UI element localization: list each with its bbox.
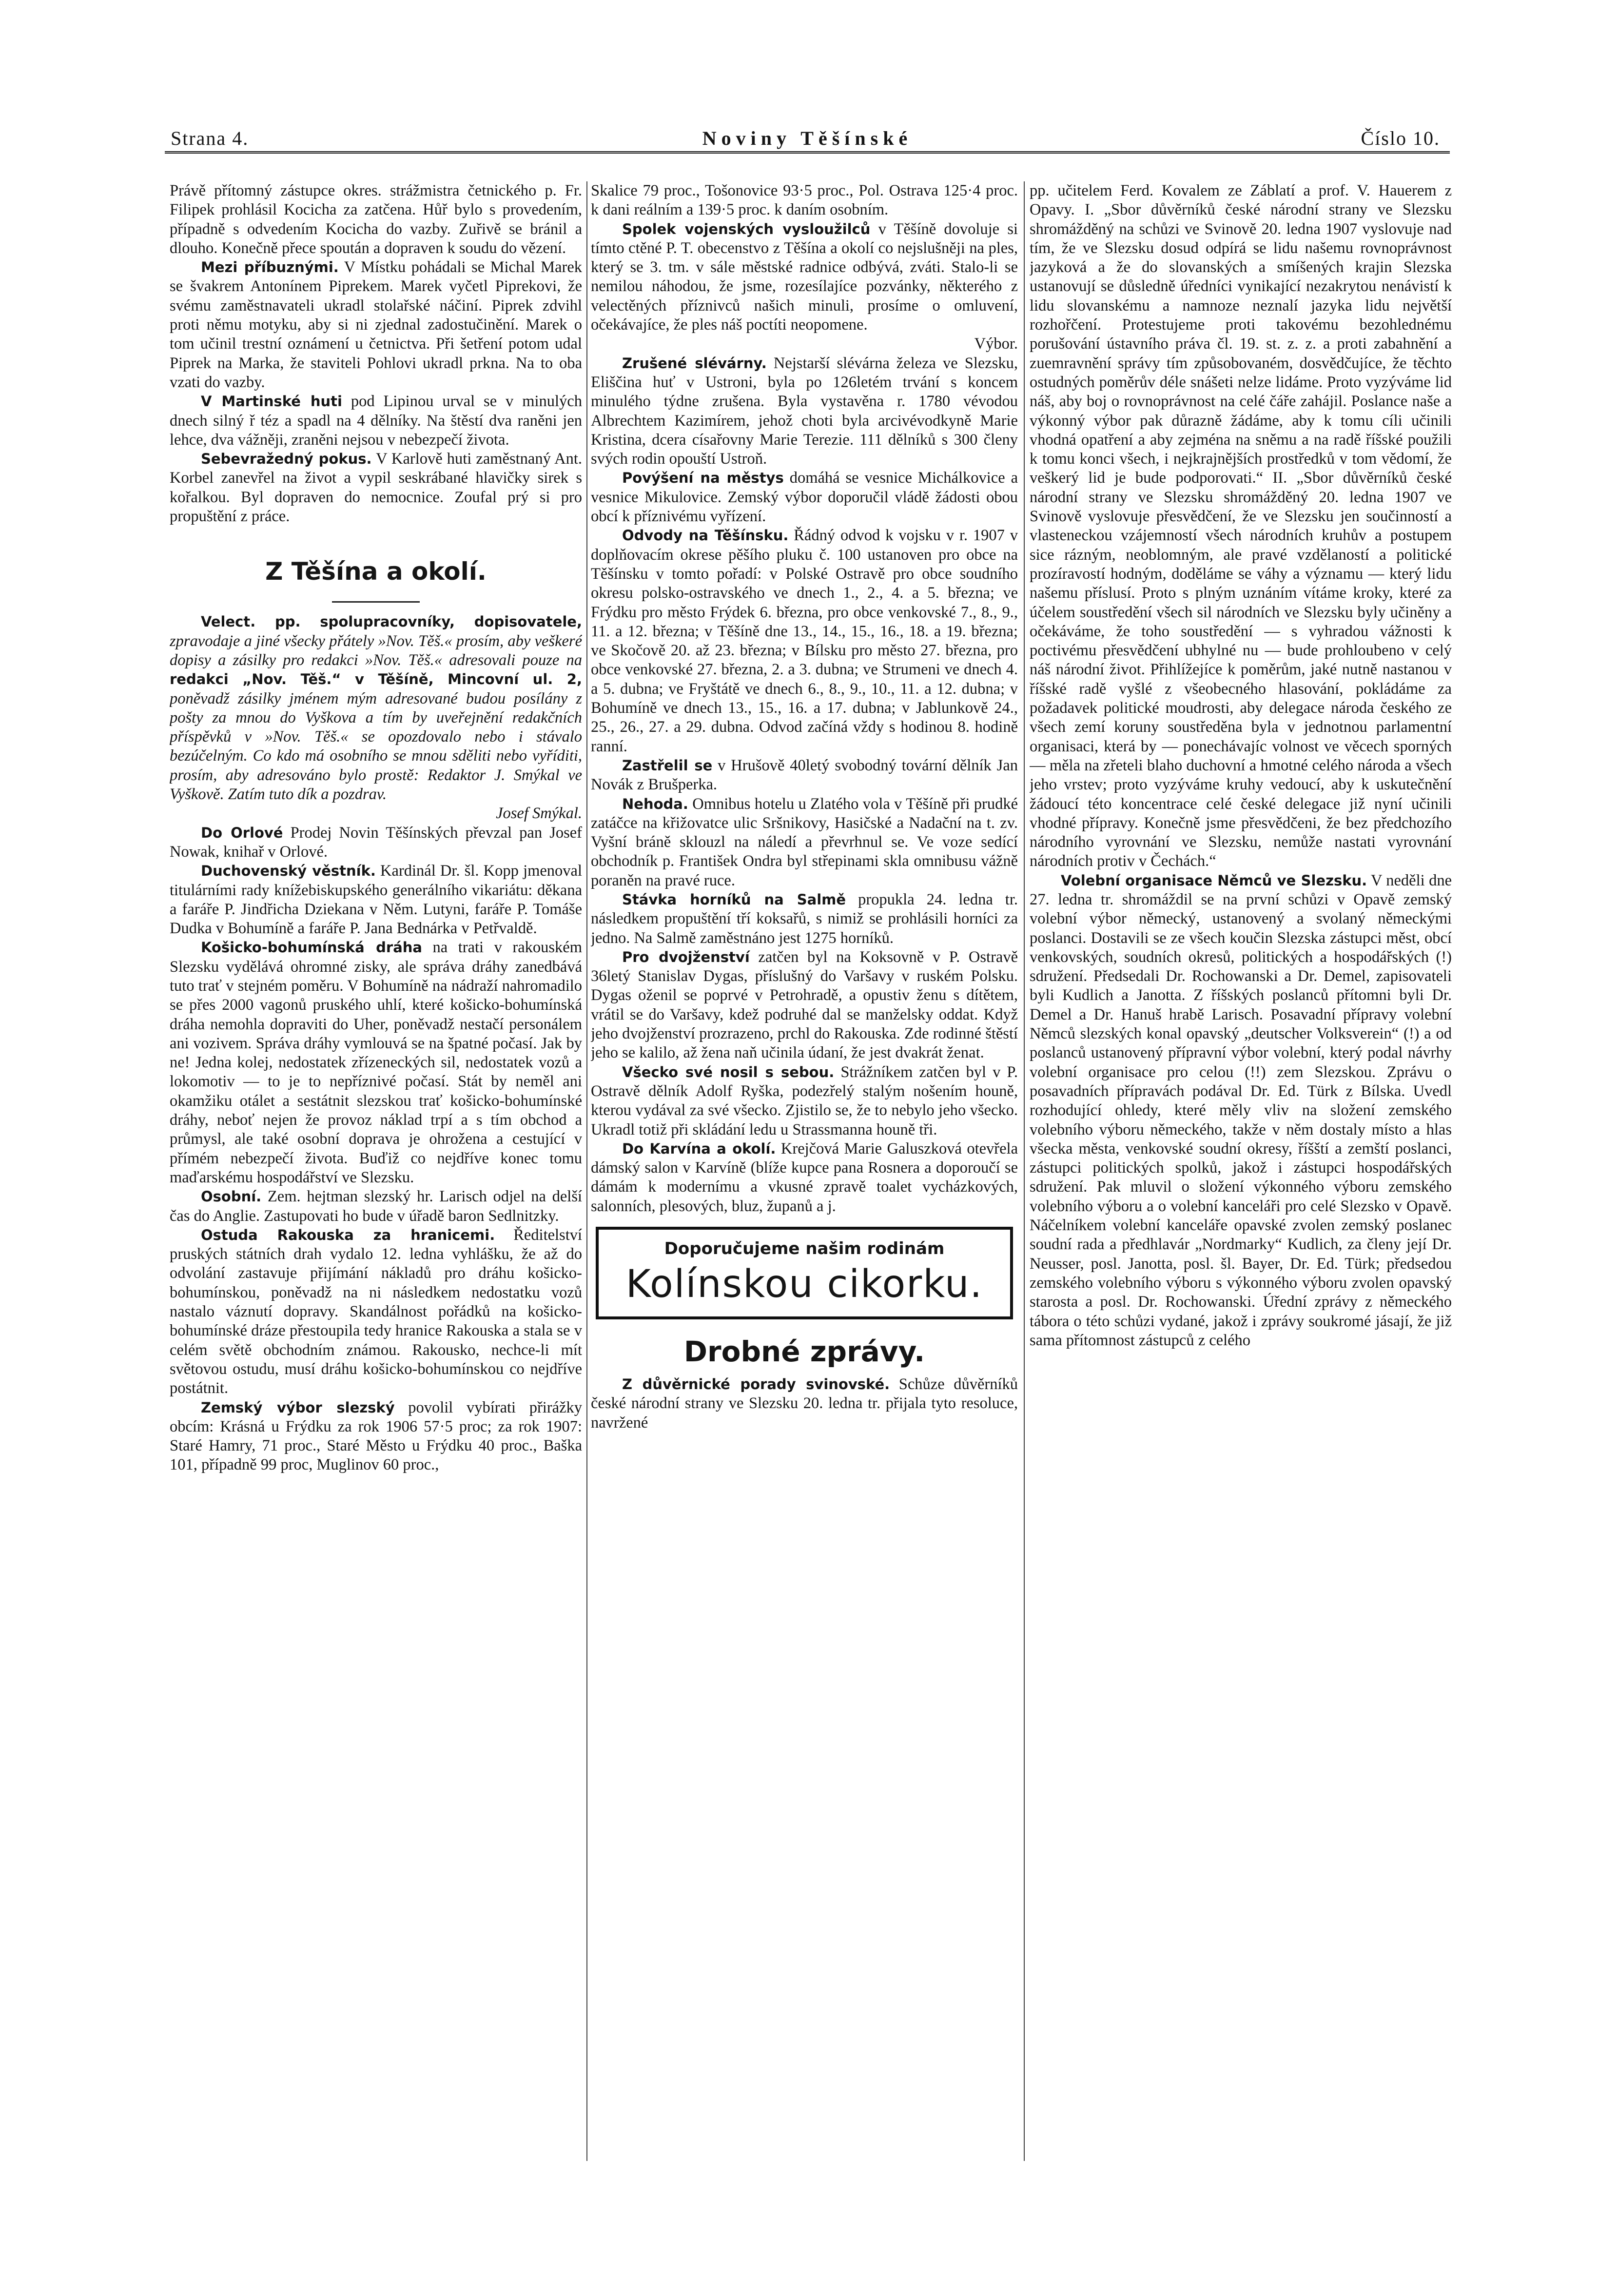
article-heading: Stávka horníků na Salmě bbox=[622, 891, 846, 908]
article-text: propukla 24. ledna tr. následkem propuštění tří koksařů, s nimiž se prohlásili horníci za jedno. Na Salmě zaměstnáno jest 1275 horníků. bbox=[591, 890, 1018, 947]
article-paragraph: Právě přítomný zástupce okres. strážmistra četnického p. Fr. Filipek prohlásil Kocicha za zatčena. Hůř bylo s provedením, případně s odvedením Kocicha do vazby. Zuřivě se bránil a dlouho. Konečně přece spoután a dopraven k soudu do vězení. bbox=[170, 182, 582, 257]
article bbox=[591, 1375, 1018, 1433]
article bbox=[170, 450, 582, 526]
advertisement-box bbox=[596, 1227, 1013, 1319]
article bbox=[170, 1398, 582, 1475]
article bbox=[591, 1139, 1018, 1216]
article bbox=[591, 890, 1018, 948]
article bbox=[1030, 871, 1452, 1350]
article-heading: Povýšení na městys bbox=[622, 470, 784, 487]
article bbox=[591, 220, 1018, 335]
article bbox=[591, 526, 1018, 756]
article-text: Strážníkem zatčen byl v P. Ostravě dělník Adolf Ryška, podezřelý stalým nošením houně, kterou vydával za své všecko. Zjistilo se, že to nebylo jeho všecko. Ukradl totiž při skládání ledu u Strassmanna houně tři. bbox=[591, 1063, 1018, 1138]
article bbox=[170, 1226, 582, 1398]
column-divider bbox=[1024, 181, 1025, 2161]
article-text: v Těšíně dovoluje si tímto ctěné P. T. obecenstvo z Těšína a okolí co nejslušněji na ples, který se 3. tm. v sále městské radnice odbývá, zváti. Stalo-li se nemilou náhodou, že jsme, rozesílajíce pozvánky, některého z velectěných příznivců našich minuli, prosíme o omluvení, očekávajíce, že ples náš poctíti neopomene. bbox=[591, 220, 1018, 334]
issue-number: Číslo 10. bbox=[1361, 127, 1440, 149]
page-header bbox=[165, 123, 1450, 150]
article bbox=[170, 612, 582, 804]
article-text: Prodej Novin Těšínských převzal pan Josef Nowak, knihař v Orlové. bbox=[170, 824, 582, 861]
article-text: poněvadž zásilky jménem mým adresované budou posílány z pošty za mnou do Vyškova a tím by uveřejnění redakčních příspěvků v »Nov. Těš.« se opozdovalo nebo i stávalo bezúčelným. Co kdo má osobního se mnou sděliti nebo vyříditi, prosím, aby adresováno bylo prostě: Redaktor J. Smýkal ve Vyškově. Zatím tuto dík a pozdrav. bbox=[170, 689, 582, 804]
article-text: povolil vybírati přirážky obcím: Krásná u Frýdku za rok 1906 57·5 proc; za rok 1907: Staré Hamry, 71 proc., Staré Město u Frýdku 40 proc., Baška 101, případně 99 proc, Muglinov 60 proc., bbox=[170, 1398, 582, 1474]
article-text: Kardinál Dr. šl. Kopp jmenoval titulárními rady knížebiskupského generálního vikariátu: děkana a faráře P. Jindřicha Dziekana v Něm. Lutyni, faráře P. Tomáše Dudka v Bohumíně a faráře P. Jana Bednárka v Petřvaldě. bbox=[170, 862, 582, 938]
signature: Josef Smýkal. bbox=[496, 805, 582, 823]
article-text: v Hrušově 40letý svobodný tovární dělník Jan Novák z Brušperka. bbox=[591, 756, 1018, 794]
article-text: Nejstarší slévárna železa ve Slezsku, Eliščina huť v Ustroni, byla po 126letém trvání s koncem minulého týdne zrušena. Byla vystavěna r. 1780 vévodou Albrechtem Kazimírem, jehož choti byla arcivévodkyně Marie Kristina, dcera císařovny Marie Terezie. 111 dělníků s 300 členy svých rodin opouští Ustroň. bbox=[591, 354, 1018, 468]
article-text: V Karlově huti zaměstnaný Ant. Korbel zanevřel na život a vypil seskrábané hlavičky sirek s kořalkou. Byl dopraven do nemocnice. Zoufal prý si pro propuštění z práce. bbox=[170, 450, 582, 526]
article-paragraph: Skalice 79 proc., Tošonovice 93·5 proc., Pol. Ostrava 125·4 proc. k dani reálním a 139·5 proc. k daním osobním. bbox=[591, 182, 1018, 219]
article-heading: Sebevražedný pokus. bbox=[201, 451, 372, 468]
column-1 bbox=[170, 181, 582, 2161]
article-heading: Do Orlové bbox=[201, 824, 283, 841]
column-2 bbox=[591, 181, 1018, 2161]
article-text: Řádný odvod k vojsku v r. 1907 v doplňovacím okrese pěšího pluku č. 100 ustanoven pro obce na Těšínsku v tomto pořadí: v Polské Ostravě pro obce soudního okresu polsko-ostravského ve dnech 1., 2., 4. a 5. března; ve Frýdku pro město Frýdek 6. března, pro obce venkovské 7., 8., 9., 11. a 12. března; v Těšíně dne 13., 14., 15., 16., 18. a 19. března; ve Skočově 20. až 23. března; v Bílsku pro město 27. března, pro obce venkovské 27. března, 2. a 3. dubna; ve Strumeni ve dnech 4. a 5. dubna; ve Fryštátě ve dnech 6., 8., 9., 10., 11. a 12. dubna; v Bohumíně ve dnech 13., 15., 16. a 17. dubna; v Jablunkově 24., 25., 26., 27. a 29. dubna. Odvod začíná vždy s hodinou 8. hodině ranní. bbox=[591, 527, 1018, 755]
article-text: zpravodaje a jiné všecky přátely »Nov. Těš.« prosím, aby veškeré dopisy a zásilky pro redakci »Nov. Těš.« adresovali pouze na bbox=[170, 632, 582, 669]
article-heading: Nehoda. bbox=[622, 795, 688, 812]
article-heading: Duchovenský věstník. bbox=[201, 863, 376, 880]
signature: Výbor. bbox=[974, 335, 1018, 353]
article bbox=[170, 1187, 582, 1226]
article-heading: Spolek vojenských vysloužilců bbox=[622, 220, 871, 237]
article-heading: V Martinské huti bbox=[201, 393, 342, 410]
article-text: pod Lipinou urval se v minulých dnech silný ř téz a spadl na 4 dělníky. Na štěstí dva raněni jen lehce, dva vážněji, zraněni nejsou v nebezpečí života. bbox=[170, 392, 582, 449]
article-heading: Ostuda Rakouska za hranicemi. bbox=[201, 1226, 495, 1243]
article-text: Krejčová Marie Galuszková otevřela dámský salon v Karvíně (blíže kupce pana Rosnera a doporoučí se dámám k modernímu a vkusné zpravě toalet vycházkových, salonních, plesových, bluz, županů a j. bbox=[591, 1139, 1018, 1215]
header-rule bbox=[165, 151, 1450, 154]
article bbox=[170, 392, 582, 450]
article bbox=[591, 795, 1018, 890]
article-text: domáhá se vesnice Michálkovice a vesnice Mikulovice. Zemský výbor doporučil vládě žádosti obou obcí k příznivému vyřízení. bbox=[591, 469, 1018, 526]
article bbox=[591, 469, 1018, 526]
article-heading: Zrušené slévárny. bbox=[622, 354, 767, 372]
article-heading: Z důvěrnické porady svinovské. bbox=[622, 1376, 890, 1393]
article-text: V Místku pohádali se Michal Marek se švakrem Antonínem Piprekem. Marek vyčetl Piprekovi, že svému zaměstnavateli ukradl stolařské náčiní. Piprek zdvihl proti němu motyku, aby si ni zjednal zadostučinění. Marek o tom učinil trestní oznámení u četnictva. Při šetření potom udal Piprek na Marka, že staviteli Pohlovi ukradl prkna. Na to oba vzati do vazby. bbox=[170, 258, 582, 391]
page-number: Strana 4. bbox=[171, 127, 249, 149]
article-heading: Osobní. bbox=[201, 1188, 262, 1205]
article-heading: Volební organisace Němců ve Slezsku. bbox=[1061, 872, 1367, 889]
article bbox=[591, 1063, 1018, 1139]
article bbox=[170, 258, 582, 392]
article-heading: Všecko své nosil s sebou. bbox=[622, 1063, 835, 1080]
article bbox=[170, 824, 582, 862]
article bbox=[170, 862, 582, 938]
section-rule bbox=[332, 601, 420, 603]
section-title: Z Těšína a okolí. bbox=[265, 557, 487, 586]
article-heading: Velect. pp. spolupracovníky, dopisovatele, bbox=[201, 613, 582, 630]
article-paragraph: pp. učitelem Ferd. Kovalem ze Záblatí a prof. V. Hauerem z Opavy. I. „Sbor důvěrníků české národní strany ve Slezsku shromážděný na schůzi ve Svinově 20. ledna 1907 vyslovuje nad tím, že ve Slezsku dosud odpírá se lidu našemu rovnoprávnost jazyková a že do slovanských a smíšených krajin Slezska ustanovují se důsledně úředníci vynikající nezakrytou nenávistí k lidu slovanskému a namnoze neznalí jazyka lidu největší rozhořčení. Protestujeme proti takovému bezohlednému porušování ústavního práva čl. 19. st. z. z. a proti zabahnění a zuemravnění správy tím způsobovaném, dosvědčujíce, že těchto ostudných poměrův déle snášeti nelze lidáme. Proto vyzýváme lid náš, aby boj o rovnoprávnost na celé čáře zahájil. Poslance naše a výkonný výbor pak důrazně žádáme, aby k tomu cíli učinili vhodná opatření a aby zejména na sněmu a na radě říšské použili k tomu konci všech, i nejkrajnějších prostředků v tom vědomí, že veškerý lid je bude podporovati.“ II. „Sbor důvěrníků české národní strany ve Slezsku shromážděný 20. ledna 1907 ve Svinově vyslovuje přesvědčení, že ve Slezsku jen součinností a vlasteneckou vzájemností všech národních kruhův a postupem sice rázným, neoblomným, ale pravé vzdělaností a politické prozíravostí hodným, doděláme se váhy a významu — který lidu našemu příslusí. Proto s plným uznáním vítáme kroky, které za účelem soustředění všech sil národních ve Slezsku byly učiněny a očekáváme, že toho soustředění — s vyhradou vážnosti k poctivému přesvědčení ubhylné nu — bude prohloubeno v celý náš národní život. Přihlížejíce k poměrům, jaké nutně nastanou v říšské radě vyšlé z všeobecného hlasování, pokládáme za požadavek politické moudrosti, aby delegace národa českého ze všech zemí koruny soustředěna byla v jednotnou parlamentní organisaci, která by — ponechávajíc volnost ve věcech sporných — měla na zřeteli blaho duchovní a hmotné celého národa a všech jeho vrstev; proto vyzýváme kruhy vedoucí, aby k uskutečnění žádoucí této koncentrace celé české delegace již nyní učinili vhodné přípravy. Konečně jsme přesvědčeni, že bez předchozího národního vyrovnání ve Slezsku, nemůže nastati vyrovnání národních protiv v Čechách.“ bbox=[1030, 182, 1452, 870]
ad-tagline: Doporučujeme našim rodinám bbox=[664, 1239, 945, 1259]
article-text: Schůze důvěrníků české národní strany ve Slezsku 20. ledna tr. přijala tyto resoluce, navržené bbox=[591, 1375, 1018, 1432]
article-heading: Košicko-bohumínská dráha bbox=[201, 939, 422, 956]
article-text: V neděli dne 27. ledna tr. shromáždil se na první schůzi v Opavě zemský volební výbor německý, ustanovený a svolaný německými poslanci. Dostavili se ze všech koučin Slezska zástupci měst, obcí venkovských, soudních okresů, politických a hospodářských (!) sdružení. Předsedali Dr. Rochowanski a Dr. Demel, zapisovateli byli Kudlich a Janotta. Z říšských poslanců přítomni byli Dr. Demel a Dr. Hanuš hrabě Larisch. Posavadní přípravy volební Němců slezských konal opavský „deutscher Volksverein“ (!) a od poslanců ustanovený přípravní výbor volební, který podal návrhy volební organisace pro celou (!!) zem Slezskou. Zprávu o posavadních přípravách podával Dr. Ed. Türk z Bílska. Uvedl rozhodující ohledy, které měly vliv na složení zemského volebního výboru německého, takže v něm dostaly místo a hlas všecka města, venkovské soudní okresy, říšští a zemští poslanci, zástupci politických spolků, jakož i zástupci hospodářských sdružení. Pak mluvil o složení výkonného výboru zemského volebního výboru a o volební kanceláři pro celé Slezsko v Opavě. Náčelníkem volební kanceláře opavské zvolen zemský poslanec soudní rada a předhlavár „Nordmarky“ Kudlich, za členy její Dr. Neusser, posl. Janotta, posl. šl. Bayer, Dr. Ed. Türk; předsedou zemského volebního výboru s výkonného výboru zvolen opavský starosta a posl. Dr. Rochowanski. Úřední zprávy z německého tábora o této schůzi vydané, jakož i zprávy soukromé jásají, že již sama přítomnost zástupců z celého bbox=[1030, 871, 1452, 1349]
newspaper-title: Noviny Těšínské bbox=[702, 127, 913, 149]
article-text: Ředitelství pruských státních drah vydalo 12. ledna vyhlášku, že až do odvolání zastavuje přijímání nákladů pro dráhu košicko-bohumínskou, poněvadž na ni následkem nedostatku vozů nastalo váznutí dopravy. Skandálnost pořádků na košicko-bohumínské dráze přestoupila tedy hranice Rakouska a stala se v celém světě obchodním známou. Rakousko, nechce-li mít světovou ostudu, musí dráhu košicko-bohumínskou co nejdříve postátnit. bbox=[170, 1226, 582, 1397]
article-text: zatčen byl na Koksovně v P. Ostravě 36letý Stanislav Dygas, příslušný do Varšavy v ruském Polsku. Dygas oženil se poprvé v Petrohradě, a opustiv ženu s dítětem, vrátil se do Varšavy, kdež podruhé dal se manželsky oddat. Když jeho dvojženství prozrazeno, prchl do Rakouska. Zde rodinné štěstí jeho se kalilo, až žena naň učinila údaní, že jest dvakrát ženat. bbox=[591, 948, 1018, 1062]
article bbox=[591, 948, 1018, 1063]
column-divider bbox=[586, 181, 587, 2161]
article bbox=[591, 354, 1018, 469]
redaction-address: redakci „Nov. Těš.“ v Těšíně, Mincovní ul. 2, bbox=[170, 671, 582, 688]
article bbox=[591, 756, 1018, 795]
article-heading: Odvody na Těšínsku. bbox=[622, 527, 789, 544]
article-heading: Mezi příbuznými. bbox=[201, 259, 339, 276]
article-heading: Zastřelil se bbox=[622, 757, 713, 774]
article-text: Omnibus hotelu u Zlatého vola v Těšíně při prudké zatáčce na křižovatce ulic Sršnikovy, Hasičské a Nadační na t. zv. Vyšní bráně sklouzl na náledí a převrhnul se. Ve voze sedící obchodník p. František Ondra byl střepinami skla omnibusu vážně poraněn na pravé ruce. bbox=[591, 795, 1018, 889]
section-title: Drobné zprávy. bbox=[683, 1335, 925, 1369]
article bbox=[170, 938, 582, 1187]
article-heading: Do Karvína a okolí. bbox=[622, 1140, 776, 1157]
article-heading: Pro dvojženství bbox=[622, 948, 750, 965]
article-text: Zem. hejtman slezský hr. Larisch odjel na delší čas do Anglie. Zastupovati ho bude v úřadě baron Sedlnitzky. bbox=[170, 1188, 582, 1225]
column-3 bbox=[1030, 181, 1452, 2161]
article-heading: Zemský výbor slezský bbox=[201, 1399, 395, 1416]
article-text: na trati v rakouském Slezsku vydělává ohromné zisky, ale správa dráhy zanedbává tuto trať v stejném poměru. V Bohumíně na nádraží nahromadilo se přes 2000 vagonů pruského uhlí, které košicko-bohumínská dráha nemohla dopraviti do Uher, poněvadž nestačí personálem ani vozivem. Správa dráhy vymlouvá se na špatné počasí. Jak by ne! Jedna kolej, nedostatek zřízeneckých sil, nedostatek vozů a lokomotiv — to je to nepříznivé počasí. Stát by neměl ani okamžiku otálet a sestátnit slezskou trať košicko-bohumínské dráhy, neboť nejen že provoz náklad trpí a s tím obchod a průmysl, ale také osobní doprava je ohrožena a cestující v přímém nebezpečí života. Buďiž co nejdříve konec tomu maďarskému hospodářství ve Slezsku. bbox=[170, 939, 582, 1186]
ad-product: Kolínskou cikorku. bbox=[625, 1262, 983, 1307]
